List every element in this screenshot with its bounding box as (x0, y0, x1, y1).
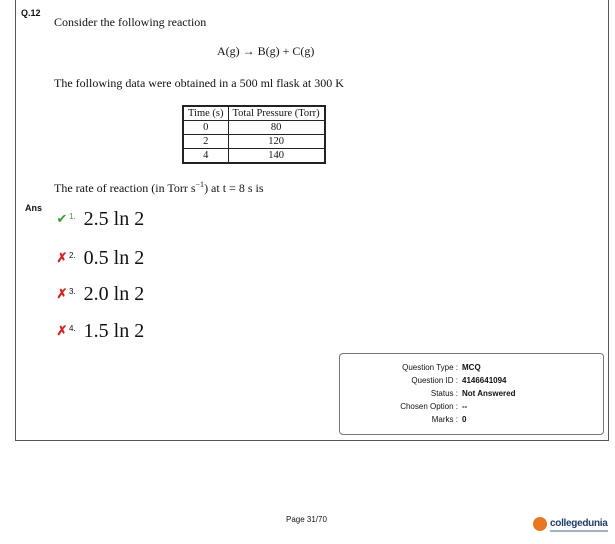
data-statement: The following data were obtained in a 500 ml flask at 300 K (54, 76, 344, 90)
cross-icon: ✗ (56, 286, 68, 301)
question-id-row: Question ID : 4146641094 (411, 376, 507, 385)
marks-row: Marks : 0 (431, 415, 467, 424)
option-4 (56, 318, 144, 344)
question-type-value: MCQ (462, 363, 481, 372)
table-cell: 80 (228, 121, 325, 135)
table-cell: 0 (183, 121, 228, 135)
check-icon: ✔ (56, 211, 68, 226)
cross-icon: ✗ (56, 323, 68, 338)
table-cell: 140 (228, 149, 325, 164)
answer-label: Ans (25, 203, 43, 213)
question-info-box (339, 353, 604, 435)
logo-text: collegedunia (550, 518, 608, 529)
question-id-value: 4146641094 (462, 376, 507, 385)
status-row: Status : Not Answered (430, 389, 516, 398)
table-cell: 120 (228, 135, 325, 149)
option-3 (56, 281, 144, 307)
cross-icon: ✗ (56, 250, 68, 265)
logo-tagline (550, 530, 608, 532)
chosen-option-value: -- (462, 402, 468, 411)
option-number: 1. (69, 211, 76, 221)
option-text: 2.5 ln 2 (83, 207, 145, 230)
option-text: 2.0 ln 2 (83, 282, 145, 305)
table-header-row (183, 106, 325, 121)
option-number: 2. (69, 250, 76, 260)
question-text: Consider the following reaction (54, 15, 207, 29)
table-row (183, 121, 325, 135)
status-value: Not Answered (462, 389, 516, 398)
pressure-table (182, 105, 326, 164)
option-text: 1.5 ln 2 (83, 319, 145, 342)
table-row (183, 149, 325, 164)
table-header: Total Pressure (Torr) (228, 106, 325, 121)
marks-value: 0 (462, 415, 467, 424)
option-1 (56, 206, 144, 232)
question-number: Q.12 (21, 8, 41, 18)
page-number: Page 31/70 (286, 515, 327, 524)
chosen-option-row: Chosen Option : -- (400, 402, 468, 411)
collegedunia-logo (533, 515, 611, 537)
option-number: 3. (69, 286, 76, 296)
reaction-equation: A(g) → B(g) + C(g) (217, 44, 315, 58)
table-header: Time (s) (183, 106, 228, 121)
logo-icon (533, 517, 547, 531)
table-cell: 2 (183, 135, 228, 149)
table-cell: 4 (183, 149, 228, 164)
question-type-row: Question Type : MCQ (402, 363, 481, 372)
rate-question: The rate of reaction (in Torr $s^{-1}$) at t = 8 s is (54, 180, 264, 195)
option-number: 4. (69, 323, 76, 333)
option-2 (56, 245, 144, 271)
table-row (183, 135, 325, 149)
option-text: 0.5 ln 2 (83, 246, 145, 269)
